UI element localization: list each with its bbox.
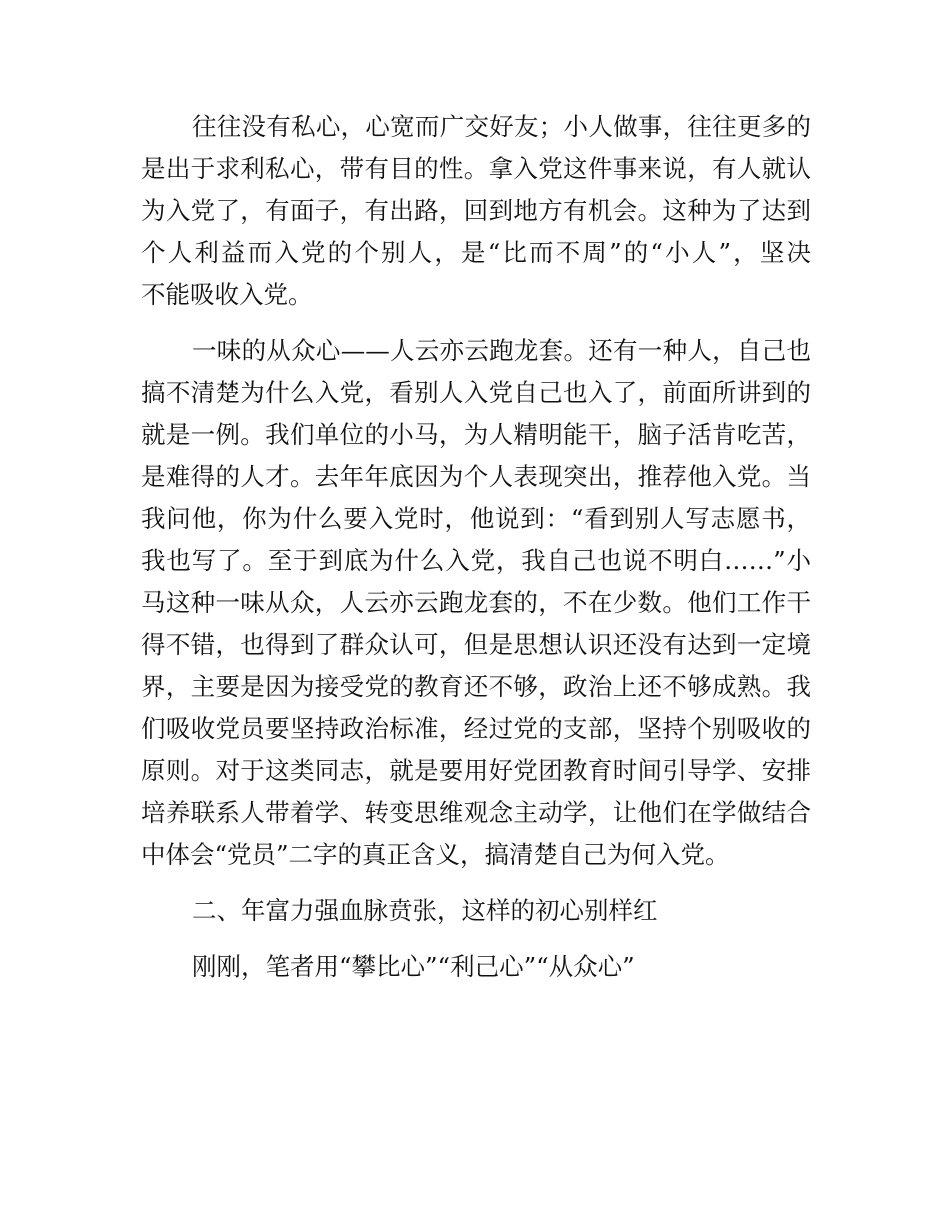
paragraph-2-line-2: 搞不清楚为什么入党，看别人入党自己也入了，前面所讲到的	[141, 378, 811, 407]
paragraph-1-line-1: 往往没有私心，心宽而广交好友；小人做事，往往更多的	[192, 112, 811, 141]
paragraph-2-line-5: 我问他，你为什么要入党时，他说到：“看到别人写志愿书，	[141, 504, 811, 533]
paragraph-2-line-7: 马这种一味从众，人云亦云跑龙套的，不在少数。他们工作干	[141, 588, 811, 617]
section-heading: 二、年富力强血脉贲张，这样的初心别样红	[192, 896, 658, 925]
paragraph-2-line-6: 我也写了。至于到底为什么入党，我自己也说不明白……”小	[141, 546, 811, 575]
paragraph-1-line-3: 为入党了，有面子，有出路，回到地方有机会。这种为了达到	[141, 196, 811, 225]
paragraph-2-line-10: 们吸收党员要坚持政治标准，经过党的支部，坚持个别吸收的	[141, 714, 811, 743]
paragraph-2-line-4: 是难得的人才。去年年底因为个人表现突出，推荐他入党。当	[141, 462, 811, 491]
paragraph-3-line-1: 刚刚，笔者用“攀比心”“利己心”“从众心”	[192, 952, 635, 981]
paragraph-2-line-8: 得不错，也得到了群众认可，但是思想认识还没有达到一定境	[141, 630, 811, 659]
paragraph-2-line-13: 中体会“党员”二字的真正含义，搞清楚自己为何入党。	[141, 840, 730, 869]
paragraph-2-line-12: 培养联系人带着学、转变思维观念主动学，让他们在学做结合	[141, 798, 811, 827]
paragraph-1-line-5: 不能吸收入党。	[141, 280, 313, 309]
paragraph-2-line-3: 就是一例。我们单位的小马，为人精明能干，脑子活肯吃苦，	[141, 420, 811, 449]
paragraph-2-line-9: 界，主要是因为接受党的教育还不够，政治上还不够成熟。我	[141, 672, 811, 701]
paragraph-1-line-4: 个人利益而入党的个别人，是“比而不周”的“小人”，坚决	[141, 238, 811, 267]
paragraph-2-line-1: 一味的从众心——人云亦云跑龙套。还有一种人，自己也	[192, 336, 811, 365]
paragraph-2-line-11: 原则。对于这类同志，就是要用好党团教育时间引导学、安排	[141, 756, 811, 785]
paragraph-1-line-2: 是出于求利私心，带有目的性。拿入党这件事来说，有人就认	[141, 154, 811, 183]
